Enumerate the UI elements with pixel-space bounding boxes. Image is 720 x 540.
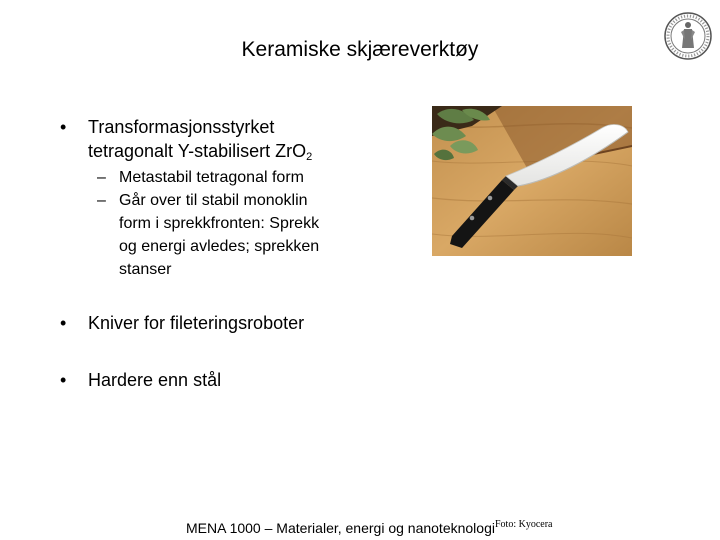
bullet-marker: • — [60, 370, 67, 390]
subbullet-marker: – — [97, 192, 106, 209]
subbullet-text-line: Går over til stabil monoklin — [119, 192, 308, 209]
formula-subscript: 2 — [306, 151, 313, 163]
photo-credit: Foto: Kyocera — [495, 519, 553, 530]
ceramic-knife-photo — [432, 106, 632, 256]
bullet-harder — [60, 368, 380, 392]
bullet-marker: • — [60, 117, 67, 137]
subbullet-marker: – — [97, 169, 106, 186]
bullet-marker: • — [60, 313, 67, 333]
bullet-text: Hardere enn stål — [88, 370, 222, 390]
bullet-zro2 — [60, 115, 380, 165]
bullet-text-formula: tetragonalt Y-stabilisert ZrO — [88, 141, 307, 161]
bullet-robots — [60, 311, 380, 335]
bullet-text-line — [88, 139, 312, 169]
bullet-text: Kniver for fileteringsroboter — [88, 313, 305, 333]
subbullet-metastable — [97, 166, 397, 189]
subbullet-text-line: Metastabil tetragonal form — [119, 169, 304, 186]
footer-course-title: MENA 1000 – Materialer, energi og nanoteknologi — [186, 520, 495, 536]
slide-title: Keramiske skjæreverktøy — [241, 38, 479, 61]
bullet-text-line: Transformasjonsstyrket — [88, 117, 275, 137]
subbullet-text-line: form i sprekkfronten: Sprekk — [119, 215, 320, 232]
subbullet-monoclinic — [97, 189, 397, 281]
subbullet-text-line: stanser — [119, 261, 172, 278]
subbullet-text-line: og energi avledes; sprekken — [119, 238, 320, 255]
